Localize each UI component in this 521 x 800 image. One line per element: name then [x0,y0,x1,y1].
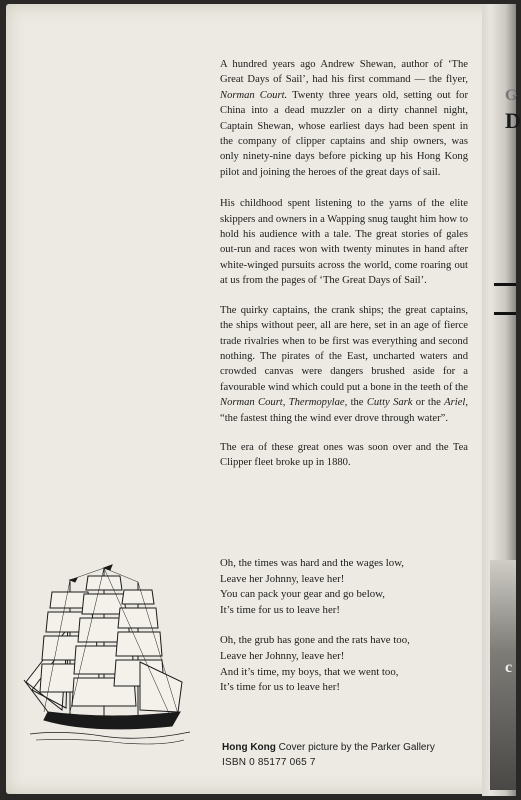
spine-letter-c: c [505,659,513,676]
blurb-paragraph-1 [220,57,468,180]
poem-line: And it’s time, my boys, that we went too, [220,665,399,678]
sea-shanty-verse [220,556,480,711]
italic-ship-name: Cutty Sark [366,397,413,409]
italic-ship-name: Norman Court. [220,89,288,101]
isbn-number: ISBN 0 85177 065 7 [222,757,316,768]
publisher-place: Hong Kong [222,742,276,753]
poem-stanza-2 [220,633,480,695]
poem-line: It’s time for us to leave her! [220,681,340,694]
spine-letter-d: D [505,108,521,133]
poem-line: It’s time for us to leave her! [220,603,340,616]
blurb-text-run: , “the fastest thing the wind ever drove through water”. [220,397,468,424]
poem-line: Oh, the grub has gone and the rats have too, [220,634,410,647]
blurb-text-run: A hundred years ago Andrew Shewan, author of ‘The Great Days of Sail’, had his first command — the flyer, [220,59,468,86]
italic-ship-name: Ariel [444,397,466,409]
poem-line: You can pack your gear and go below, [220,588,385,601]
blurb-paragraph-4: The era of these great ones was soon over and the Tea Clipper fleet broke up in 1880. [220,441,468,469]
blurb-text-run: the [347,397,367,409]
blurb-text [220,57,468,485]
poem-line: Leave her Johnny, leave her! [220,572,345,585]
poem-stanza-1 [220,556,480,618]
spine-rule-top [494,283,516,286]
cover-picture-credit: Cover picture by the Parker Gallery [278,742,435,753]
blurb-text-run: or the [412,397,445,409]
italic-ship-name: Norman Court, Thermopylae, [220,397,348,409]
blurb-text-run: Twenty three years old, setting out for China into a dead muzzler on a dirty channel night, Captain Shewan, whose earliest days had been spent in the company of clipper captains and ship owners, was only ninety-nine days before picking up his Hong Kong pilot and joining the heroes of the great days of sail. [220,89,468,178]
clipper-ship-icon [22,562,198,752]
spine-rule-bottom [494,312,516,315]
poem-line: Leave her Johnny, leave her! [220,649,345,662]
blurb-text-run: The quirky captains, the crank ships; the great captains, the ships without peer, all are here, set in an age of fierce trade rivalries when to be first was everything and second nothing. The pirates of the East, uncharted waters and crowded canvas were dangers brushed aside for a favourable wind which could put a bone in the teeth of the [220,304,468,393]
publisher-credits [222,740,435,770]
poem-line: Oh, the times was hard and the wages low, [220,557,405,569]
blurb-paragraph-2: His childhood spent listening to the yarns of the elite skippers and owners in a Wapping snug taught him how to hold his audience with a tale. The great stories of gales out-run and races won with twenty minutes in hand after white-winged pursuits across the world, come roaring out at us from the pages of ‘The Great Days of Sail’. [220,198,468,287]
blurb-paragraph-3 [220,303,468,426]
spine-letter-g: G [505,87,518,104]
